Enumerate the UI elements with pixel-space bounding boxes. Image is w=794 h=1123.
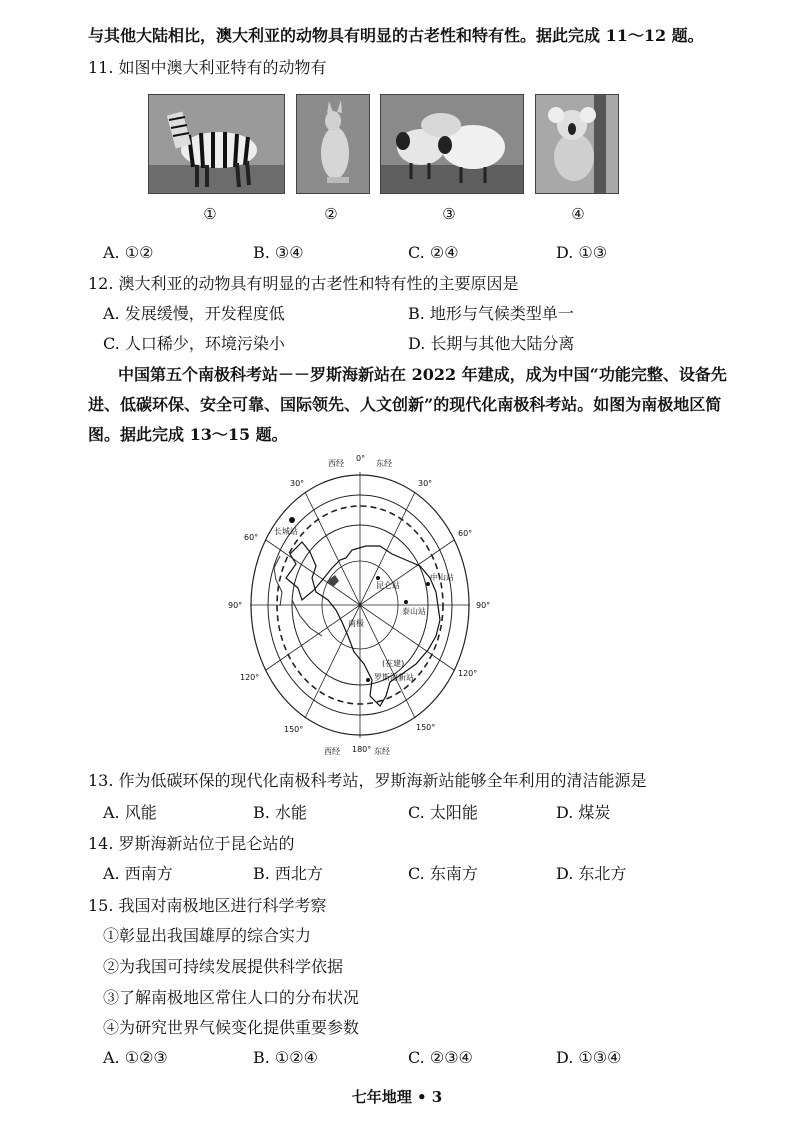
koala-photo — [535, 94, 619, 194]
q12-option-d[interactable]: D. 长期与其他大陆分离 — [408, 334, 575, 353]
map-label-120w: 120° — [240, 673, 260, 682]
q11-option-b[interactable]: B. ③④ — [253, 243, 304, 262]
q15-option-b[interactable]: B. ①②④ — [253, 1048, 318, 1067]
intro-11-12: 与其他大陆相比，澳大利亚的动物具有明显的古老性和特有性。据此完成 11～12 题。 — [88, 26, 704, 45]
q12-stem: 12. 澳大利亚的动物具有明显的古老性和特有性的主要原因是 — [88, 274, 519, 293]
map-label-west-top: 西经 — [328, 459, 344, 468]
kangaroo-photo — [296, 94, 370, 194]
q15-option-d[interactable]: D. ①③④ — [556, 1048, 622, 1067]
q12-option-b[interactable]: B. 地形与气候类型单一 — [408, 304, 574, 323]
map-label-120e: 120° — [458, 669, 478, 678]
q15-option-c[interactable]: C. ②③④ — [408, 1048, 473, 1067]
map-label-zhongshan: 中山站 — [430, 573, 454, 582]
antarctica-map — [228, 450, 500, 758]
photo-caption-1: ① — [203, 205, 217, 223]
map-label-60e: 60° — [458, 529, 473, 538]
map-label-30w: 30° — [290, 479, 305, 488]
map-label-changcheng: 长城站 — [274, 527, 298, 536]
photo-caption-2: ② — [324, 205, 338, 223]
q14-option-c[interactable]: C. 东南方 — [408, 864, 478, 883]
map-label-west-bottom: 西经 — [324, 747, 340, 756]
q13-option-b[interactable]: B. 水能 — [253, 803, 307, 822]
photo-caption-3: ③ — [442, 205, 456, 223]
map-label-150w: 150° — [284, 725, 304, 734]
q13-option-d[interactable]: D. 煤炭 — [556, 803, 611, 822]
q14-option-d[interactable]: D. 东北方 — [556, 864, 627, 883]
map-label-ross-note: (在建) — [382, 659, 405, 668]
map-label-taishan: 泰山站 — [402, 607, 426, 616]
map-label-east-top: 东经 — [376, 459, 392, 468]
q11-option-a[interactable]: A. ①② — [103, 243, 154, 262]
q12-option-a[interactable]: A. 发展缓慢，开发程度低 — [103, 304, 285, 323]
q15-item-3: ③了解南极地区常住人口的分布状况 — [103, 988, 360, 1007]
map-label-180: 180° — [352, 745, 372, 754]
q14-stem: 14. 罗斯海新站位于昆仑站的 — [88, 834, 295, 853]
q11-stem: 11. 如图中澳大利亚特有的动物有 — [88, 58, 327, 77]
sheep-photo — [380, 94, 524, 194]
q14-option-b[interactable]: B. 西北方 — [253, 864, 323, 883]
q15-option-a[interactable]: A. ①②③ — [103, 1048, 168, 1067]
map-label-kunlun: 昆仑站 — [376, 581, 400, 590]
q11-option-d[interactable]: D. ①③ — [556, 243, 608, 262]
map-label-90w: 90° — [228, 601, 243, 610]
q13-option-c[interactable]: C. 太阳能 — [408, 803, 478, 822]
q13-option-a[interactable]: A. 风能 — [103, 803, 157, 822]
map-label-south-pole: 南极 — [348, 619, 364, 628]
intro-13-15-line3: 图。据此完成 13～15 题。 — [88, 425, 288, 444]
zebra-photo — [148, 94, 285, 194]
map-label-150e: 150° — [416, 723, 436, 732]
q14-option-a[interactable]: A. 西南方 — [103, 864, 173, 883]
photo-caption-4: ④ — [571, 205, 585, 223]
q15-item-1: ①彰显出我国雄厚的综合实力 — [103, 926, 312, 945]
q15-item-4: ④为研究世界气候变化提供重要参数 — [103, 1018, 360, 1037]
map-label-zero: 0° — [356, 454, 366, 463]
intro-13-15-line1: 中国第五个南极科考站－－罗斯海新站在 2022 年建成，成为中国“功能完整、设备先 — [118, 365, 727, 384]
map-label-60w: 60° — [244, 533, 259, 542]
map-label-east-bottom: 东经 — [374, 747, 390, 756]
q13-stem: 13. 作为低碳环保的现代化南极科考站，罗斯海新站能够全年利用的清洁能源是 — [88, 771, 647, 790]
intro-13-15-line2: 进、低碳环保、安全可靠、国际领先、人文创新”的现代化南极科考站。如图为南极地区简 — [88, 395, 722, 414]
page-footer: 七年地理 • 3 — [351, 1088, 443, 1106]
map-label-90e: 90° — [476, 601, 491, 610]
q11-option-c[interactable]: C. ②④ — [408, 243, 459, 262]
q15-item-2: ②为我国可持续发展提供科学依据 — [103, 957, 344, 976]
q12-option-c[interactable]: C. 人口稀少，环境污染小 — [103, 334, 285, 353]
map-label-ross: 罗斯海新站 — [374, 673, 414, 682]
map-label-30e: 30° — [418, 479, 433, 488]
q15-stem: 15. 我国对南极地区进行科学考察 — [88, 896, 327, 915]
